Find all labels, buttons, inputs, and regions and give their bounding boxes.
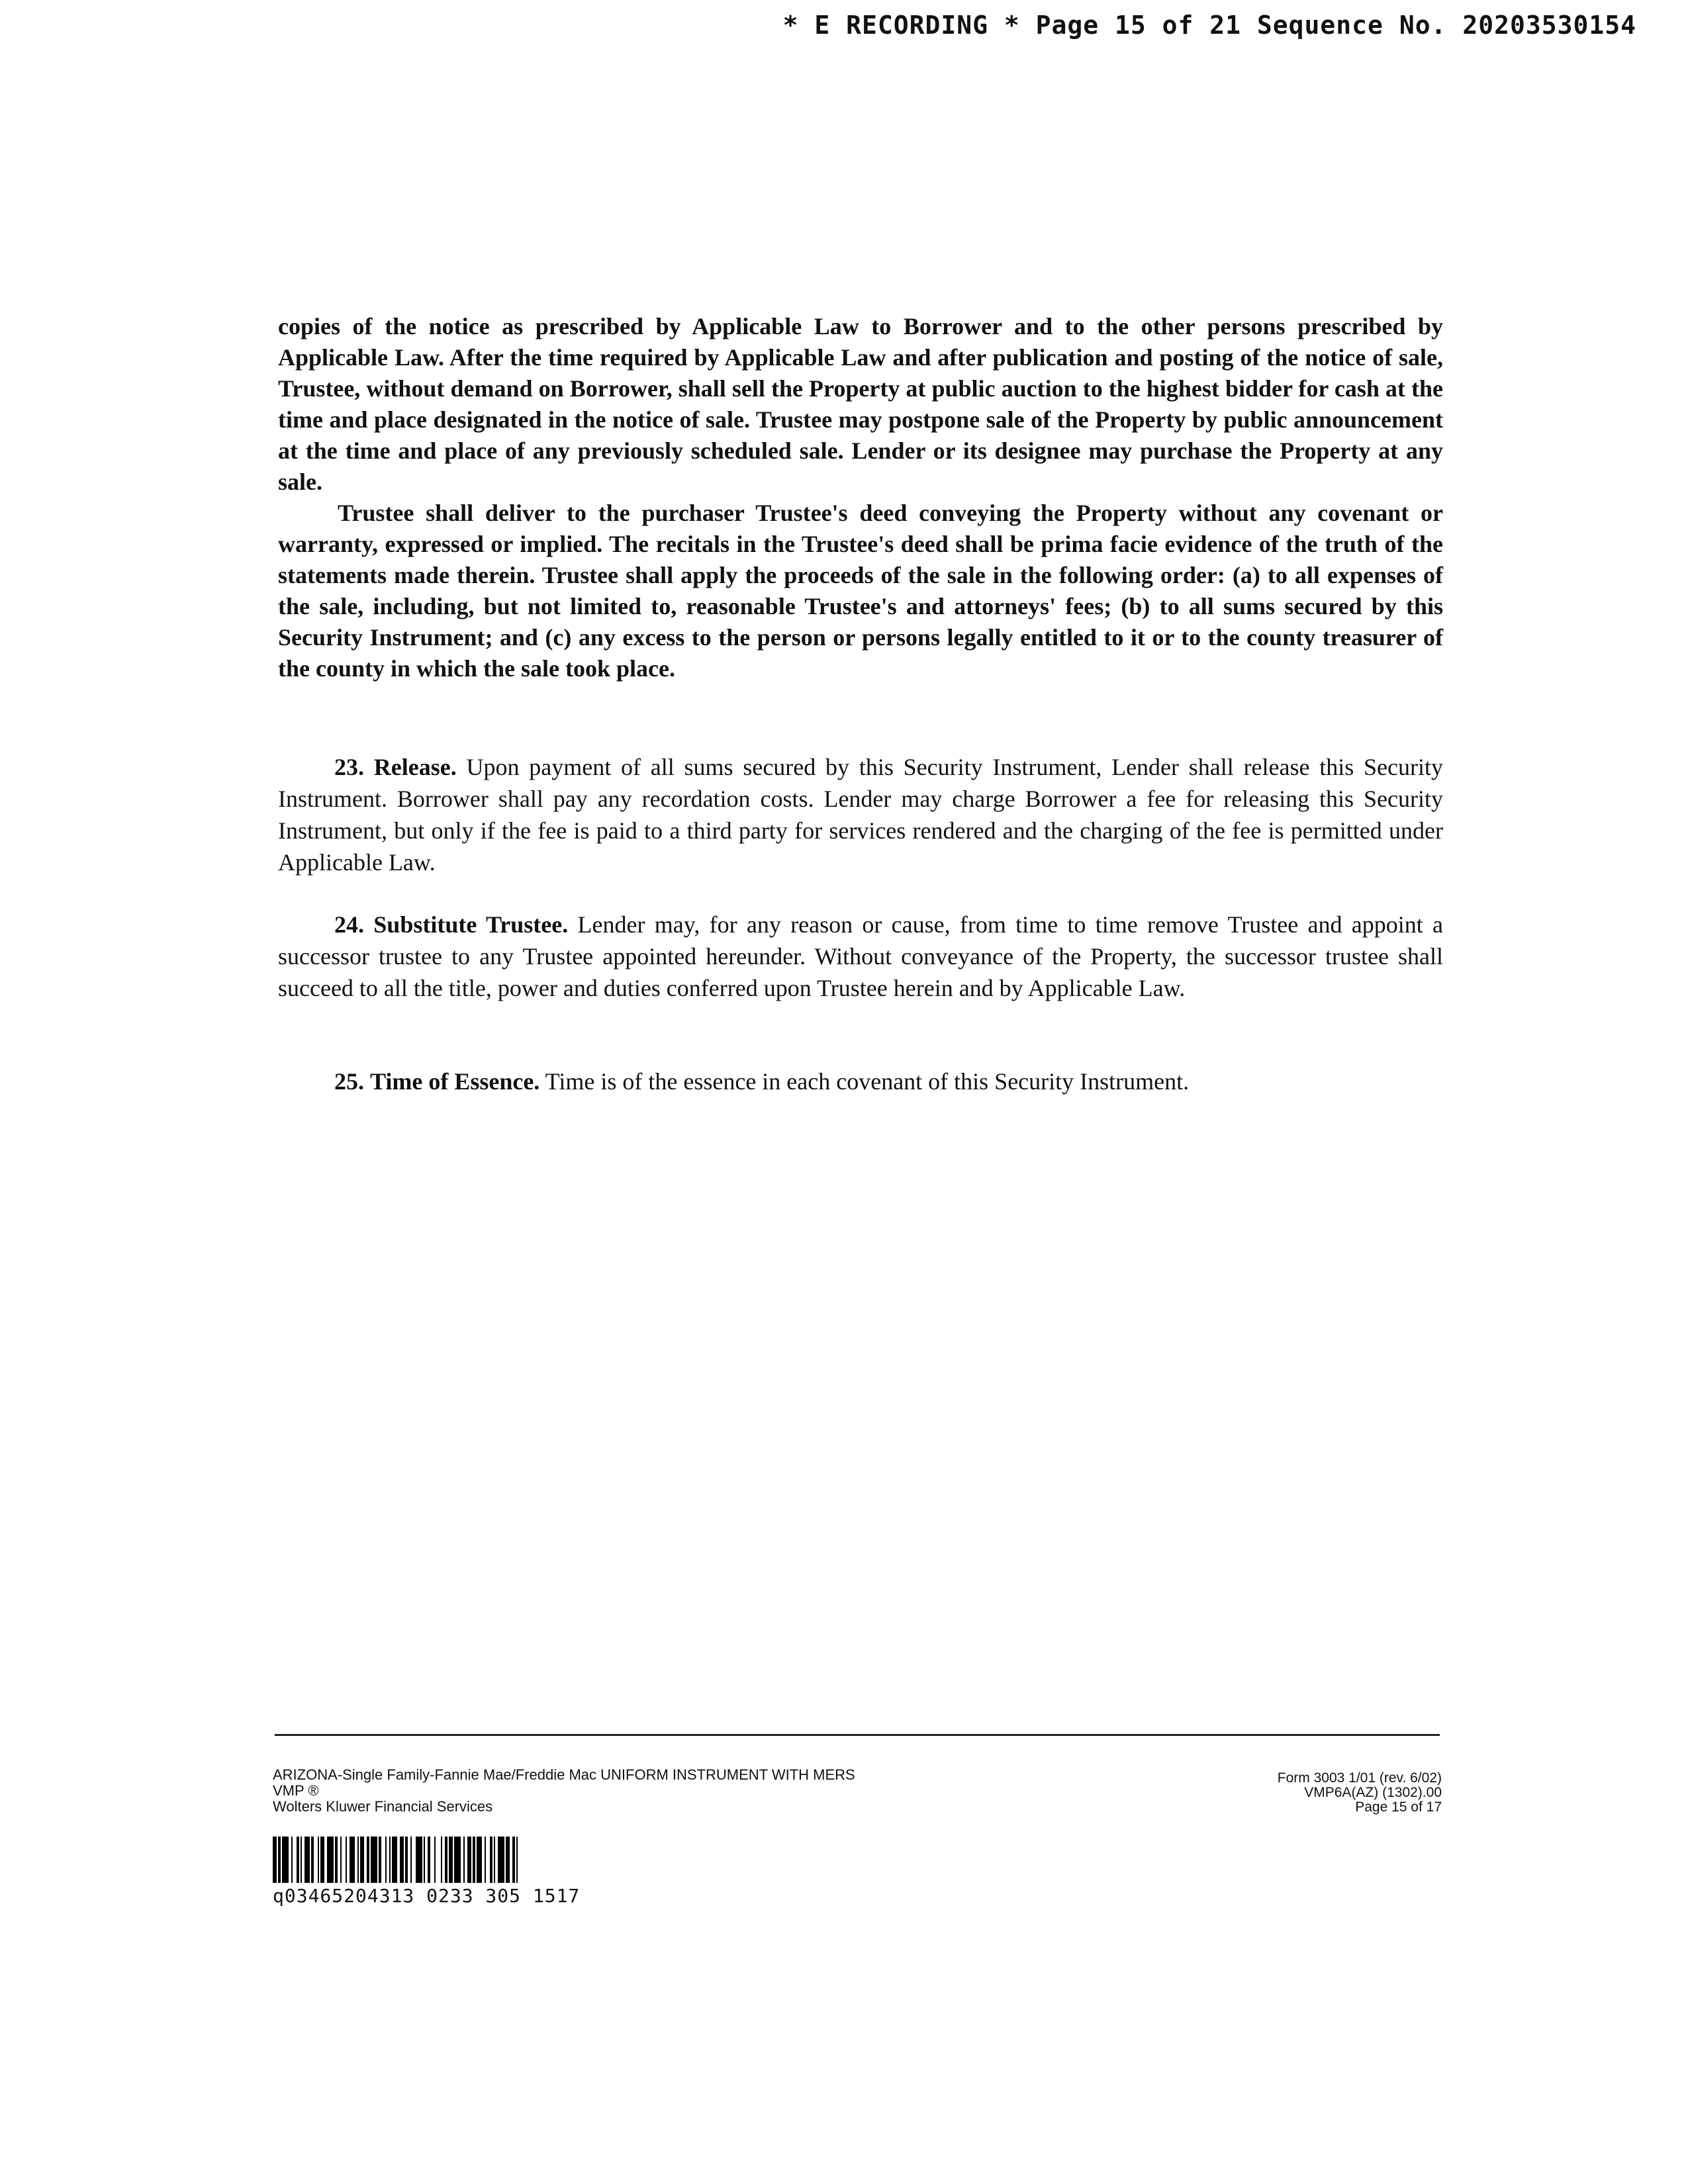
section-number: 25. bbox=[334, 1068, 364, 1095]
section-text: Upon payment of all sums secured by this Security Instrument, Lender shall release this Security Instrument. Borrower shall pay any recordation costs. Lender may charge Borrower a fee for releasing this Security Instrument, but only if the fee is paid to a third party for services rendered and the charging of the fee is permitted under Applicable Law. bbox=[278, 754, 1444, 876]
section-24-substitute-trustee bbox=[278, 909, 1443, 1004]
continued-paragraph: copies of the notice as prescribed by Applicable Law to Borrower and to the other persons prescribed by Applicable Law. After the time required by Applicable Law and after publication and posting of the notice of sale, Trustee, without demand on Borrower, shall sell the Property at public auction to the highest bidder for cash at the time and place designated in the notice of sale. Trustee may postpone sale of the Property by public announcement at the time and place of any previously scheduled sale. Lender or its designee may purchase the Property at any sale. bbox=[278, 313, 1443, 495]
barcode-number: q03465204313 0233 305 1517 bbox=[273, 1885, 581, 1907]
footer-form-info bbox=[273, 1767, 855, 1815]
section-25-time-of-essence bbox=[278, 1066, 1443, 1097]
section-text: Time is of the essence in each covenant of this Security Instrument. bbox=[545, 1068, 1190, 1095]
vmp-mark: VMP ® bbox=[273, 1782, 319, 1799]
footer-divider bbox=[275, 1734, 1440, 1736]
section-heading: Substitute Trustee. bbox=[373, 911, 569, 938]
barcode-icon bbox=[273, 1837, 729, 1883]
section-23-release bbox=[278, 751, 1443, 878]
form-title: ARIZONA-Single Family-Fannie Mae/Freddie Mac UNIFORM INSTRUMENT WITH MERS bbox=[273, 1766, 855, 1783]
section-number: 24. bbox=[334, 911, 364, 938]
form-number: Form 3003 1/01 (rev. 6/02) bbox=[1277, 1770, 1442, 1786]
section-text: Lender may, for any reason or cause, from time to time remove Trustee and appoint a successor trustee to any Trustee appointed hereunder. Without conveyance of the Property, the successor trustee shall succeed to all the title, power and duties conferred upon Trustee herein and by Applicable Law. bbox=[278, 911, 1443, 1001]
continued-power-of-sale bbox=[278, 311, 1443, 684]
recording-header: * E RECORDING * Page 15 of 21 Sequence No. 20203530154 bbox=[782, 11, 1636, 40]
footer-form-number bbox=[1278, 1771, 1442, 1815]
trustee-deed-paragraph: Trustee shall deliver to the purchaser Trustee's deed conveying the Property without any covenant or warranty, expressed or implied. The recitals in the Trustee's deed shall be prima facie evidence of the truth of the statements made therein. Trustee shall apply the proceeds of the sale in the following order: (a) to all expenses of the sale, including, but not limited to, reasonable Trustee's and attorneys' fees; (b) to all sums secured by this Security Instrument; and (c) any excess to the person or persons legally entitled to it or to the county treasurer of the county in which the sale took place. bbox=[278, 500, 1443, 682]
form-code: VMP6A(AZ) (1302).00 bbox=[1304, 1785, 1442, 1800]
section-heading: Time of Essence. bbox=[370, 1068, 540, 1095]
form-page-number: Page 15 of 17 bbox=[1355, 1799, 1442, 1815]
publisher-name: Wolters Kluwer Financial Services bbox=[273, 1798, 493, 1815]
section-heading: Release. bbox=[373, 754, 457, 780]
section-number: 23. bbox=[334, 754, 364, 780]
